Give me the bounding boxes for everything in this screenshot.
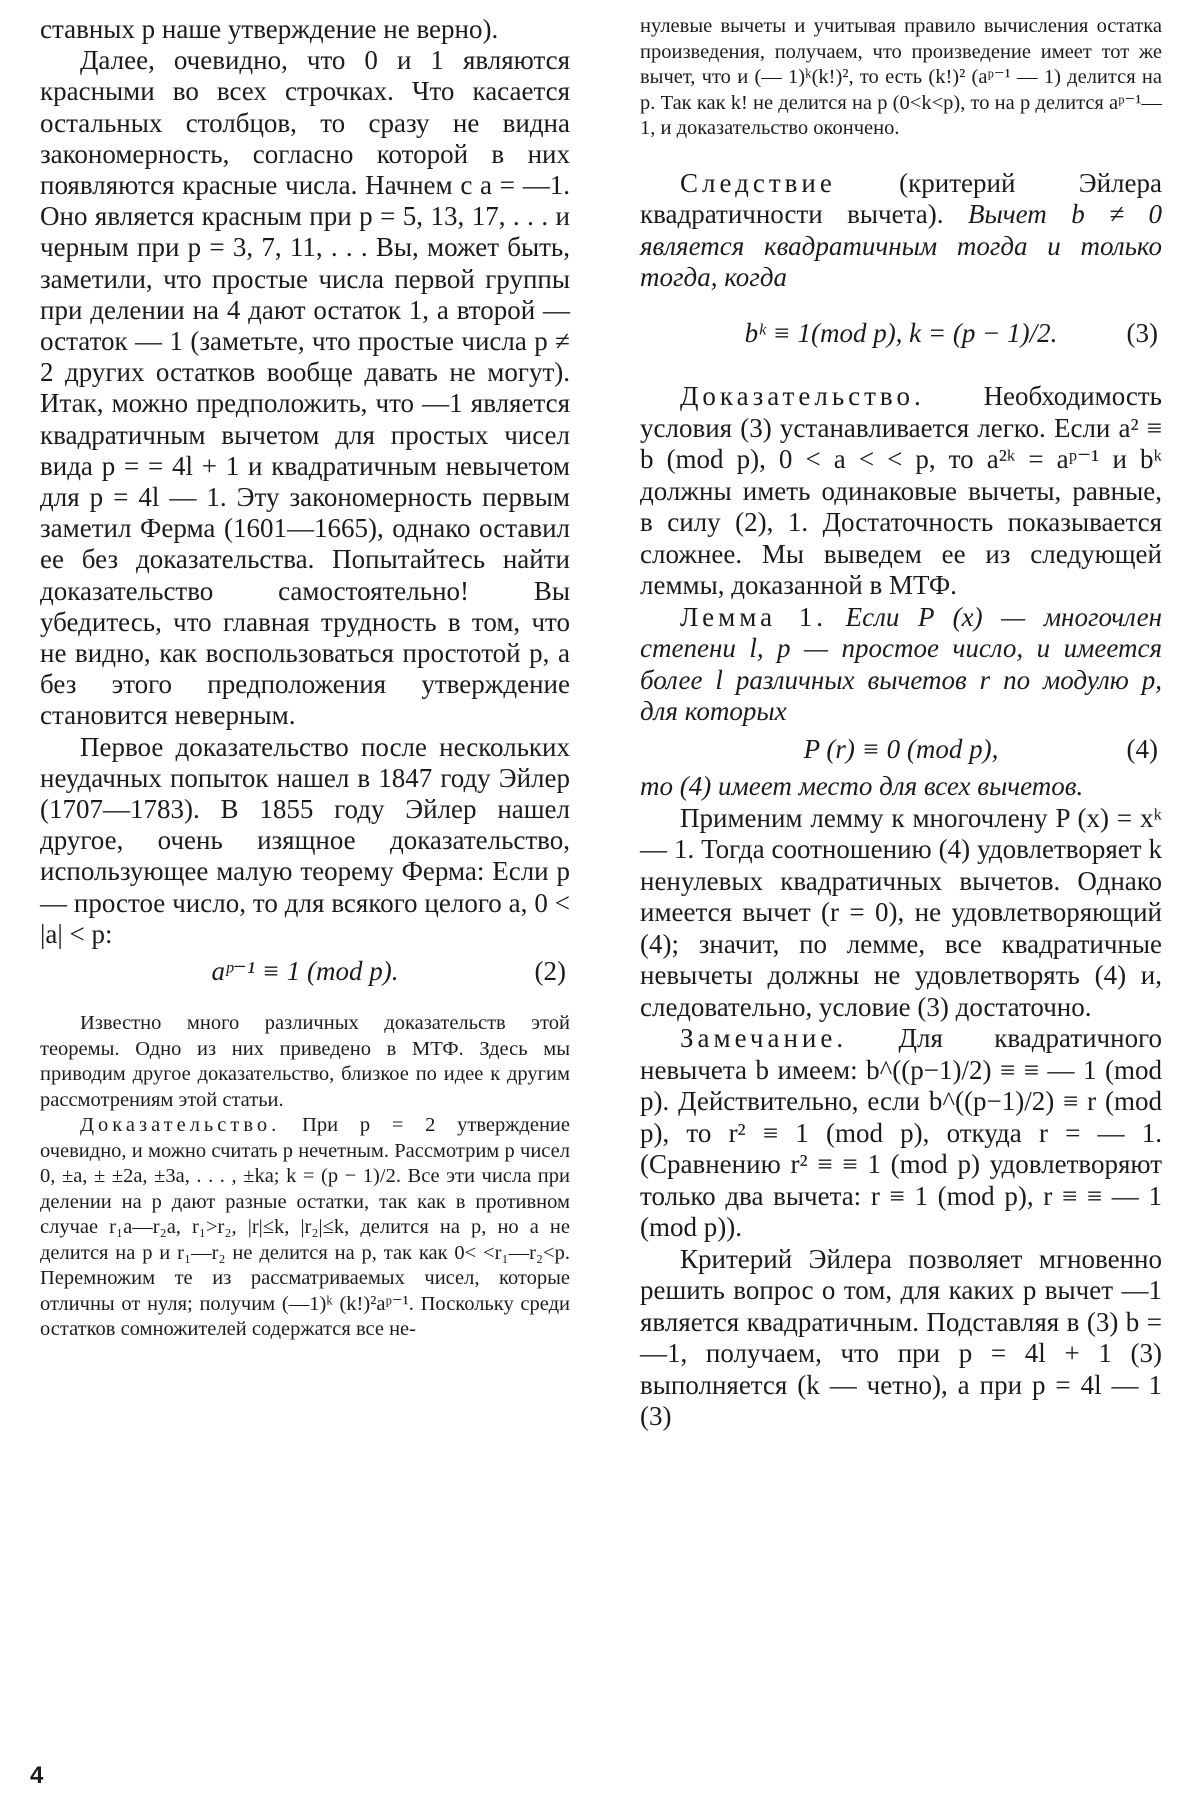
paragraph-remark	[640, 1023, 1162, 1244]
remark-text: Для квадратичного невычета b имеем: b^((p−1)/2) ≡ ≡ — 1 (mod p). Действительно, если b^((p−1)/2) ≡ r (mod p), то r² ≡ 1 (mod p), откуда r = — 1. (Сравнению r² ≡ ≡ 1 (mod p) удовлетворяют только два вычета: r ≡ 1 (mod p), r ≡ ≡ — 1 (mod p)).	[640, 1023, 1162, 1242]
paragraph-lemma-conclusion: то (4) имеет место для всех вычетов.	[640, 771, 1084, 801]
corollary-plain: (критерий Эйлера квадратичности вычета).	[640, 167, 1162, 229]
paragraph-red-numbers: Далее, очевидно, что 0 и 1 являются красными во всех строчках. Что касается остальных столбцов, то сразу не видна закономерность, согласно которой в них появляются красные числа. Начнем с a = —1. Оно является красным при p = 5, 13, 17, . . . и черным при p = 3, 7, 11, . . . Вы, может быть, заметили, что простые числа первой группы при делении на 4 дают остаток 1, а второй — остаток — 1 (заметьте, что простые числа p ≠ 2 других остатков вообще давать не могут). Итак, можно предположить, что —1 является квадратичным вычетом для простых чисел вида p = = 4l + 1 и квадратичным невычетом для p = 4l — 1. Эту закономерность первым заметил Ферма (1601—1665), однако оставил ее без доказательства. Попытайтесь найти доказательство самостоятельно! Вы убедитесь, что главная трудность в том, что не видно, как воспользоваться простотой p, а без этого предположения утверждение становится неверным.	[40, 45, 570, 731]
paragraph-euler-history: Первое доказательство после нескольких неудачных попыток нашел в 1847 году Эйлер (1707—1783). В 1855 году Эйлер нашел другое, очень изящное доказательство, использующее малую теорему Ферма: Если p — простое число, то для всякого целого a, 0 < |a| < p:	[40, 731, 570, 949]
formula-4	[640, 734, 1162, 766]
formula-3-number: (3)	[1126, 317, 1158, 348]
paragraph-proof-fermat	[40, 1113, 570, 1343]
proof-text: При p = 2 утверждение очевидно, и можно считать p нечетным. Рассмотрим p чисел 0, ±a, ± ±2a, ±3a, . . . , ±ka; k = (p − 1)/2. Все эти числа при делении на p дают разные остатки, так как в противном случае r₁a—r₂a, r₁>r₂, |r|≤k, |r₂|≤k, делится на p, но a не делится на p и r₁—r₂ не делится на p, так как 0< <r₁—r₂<p. Перемножим те из рассматриваемых чисел, которые отличны от нуля; получим (—1)ᵏ (k!)²aᵖ⁻¹. Поскольку среди остатков сомножителей содержатся все не-	[40, 1114, 571, 1341]
formula-2-expression: aᵖ⁻¹ ≡ 1 (mod p).	[211, 956, 399, 987]
left-column	[40, 14, 570, 1343]
paragraph-known-proofs: Известно много различных доказательств этой теоремы. Одно из них приведено в МТФ. Здесь мы приводим другое доказательство, близкое по идее к другим рассмотрениям этой статьи.	[40, 1012, 570, 1111]
paragraph-apply-lemma: Применим лемму к многочлену P (x) = xᵏ — 1. Тогда соотношению (4) удовлетворяет k ненулевых квадратичных вычетов. Однако имеется вычет (r = 0), не удовлетворяющий (4); значит, по лемме, все квадратичные невычеты должны не удовлетворять (4) и, следовательно, условие (3) достаточно.	[640, 802, 1162, 1022]
formula-2	[40, 956, 570, 987]
paragraph-euler-criterion: Критерий Эйлера позволяет мгновенно решить вопрос о том, для каких p вычет —1 является квадратичным. Подставляя в (3) b = —1, получаем, что при p = 4l + 1 (3) выполняется (k — четно), а при p = 4l — 1 (3)	[640, 1243, 1162, 1431]
right-column	[640, 14, 1162, 1433]
proof-label: Доказательство.	[80, 1114, 281, 1137]
formula-2-number: (2)	[534, 956, 566, 987]
paragraph-corollary-proof	[640, 381, 1162, 602]
remark-label: Замечание.	[680, 1023, 848, 1053]
lemma-label: Лемма 1.	[680, 601, 827, 632]
proof-label-2: Доказательство.	[680, 381, 925, 411]
corollary-italic: Вычет b ≠ 0 является квадратичным тогда и только тогда, когда	[640, 199, 1162, 292]
paragraph-lemma	[640, 602, 1162, 728]
paragraph-proof-end: нулевые вычеты и учитывая правило вычисления остатка произведения, получаем, что произведение имеет тот же вычет, что и (— 1)ᵏ(k!)², то есть (k!)² (aᵖ⁻¹ — 1) делится на p. Так как k! не делится на p (0<k<p), то на p делится aᵖ⁻¹—1, и доказательство окончено.	[640, 15, 1162, 139]
formula-4-number: (4)	[1126, 733, 1158, 764]
page-number: 4	[30, 1762, 44, 1789]
formula-4-expression: P (r) ≡ 0 (mod p),	[803, 733, 999, 764]
lemma-text: Если P (x) — многочлен степени l, p — простое число, и имеется более l различных вычетов r по модулю p, для которых	[640, 601, 1162, 726]
proof-text-2: Необходимость условия (3) устанавливается легко. Если a² ≡ b (mod p), 0 < a < < p, то a²ᵏ = aᵖ⁻¹ и bᵏ должны иметь одинаковые вычеты, равные, в силу (2), 1. Достаточность показывается сложнее. Мы выведем ее из следующей леммы, доказанной в МТФ.	[640, 381, 1162, 600]
formula-3	[640, 318, 1162, 350]
paragraph-corollary	[640, 168, 1162, 294]
formula-3-expression: bᵏ ≡ 1(mod p), k = (p − 1)/2.	[744, 317, 1058, 348]
corollary-label: Следствие	[680, 167, 836, 198]
paragraph-continuation: ставных p наше утверждение не верно).	[40, 14, 499, 44]
